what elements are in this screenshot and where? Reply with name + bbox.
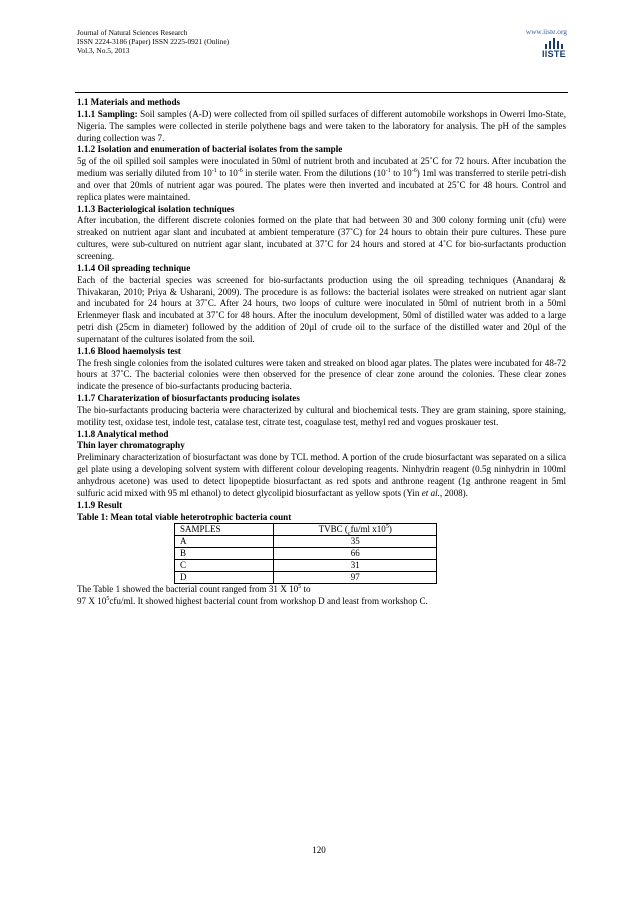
paragraph-text: in sterile water. From the dilutions (10 — [242, 168, 386, 179]
superscript: -1 — [211, 168, 217, 175]
table-cell: A — [175, 536, 274, 548]
paragraph-result-cont — [77, 596, 566, 608]
table-row — [175, 536, 437, 548]
journal-header — [77, 28, 229, 55]
paragraph-text: to 10 — [216, 168, 238, 179]
header-divider — [75, 92, 568, 93]
subsection-heading: 1.1.8 Analytical method — [77, 428, 169, 439]
journal-volume: Vol.3, No.5, 2013 — [77, 46, 130, 55]
article-body — [77, 97, 566, 608]
paragraph-text: 97 X 10 — [77, 596, 107, 607]
subsection-heading: 1.1.2 Isolation and enumeration of bacterial isolates from the sample — [77, 144, 343, 155]
paragraph-characterization: The bio-surfactants producing bacteria were characterized by cultural and biochemical tests. They are gram staining, spore staining, motility test, oxidase test, indole test, catalase test, citrate test, coagulase test, methyl red and vogues proskauer test. — [77, 404, 566, 427]
subsection-heading: Thin layer chromatography — [77, 440, 185, 451]
table-header-cell: SAMPLES — [175, 524, 274, 536]
table-row — [175, 560, 437, 572]
superscript: -6 — [411, 168, 417, 175]
table-cell: 97 — [274, 572, 437, 584]
paragraph-blood: The fresh single colonies from the isolated cultures were taken and streaked on blood agar plates. The plates were incubated for 48-72 hours at 37˚C. The bacterial colonies were then observed for the presence of clear zone around the colonies. These clear zones indicate the presence of bio-surfactants producing bacteria. — [77, 357, 566, 392]
section-heading: 1.1 Materials and methods — [77, 97, 181, 107]
paragraph-text: Preliminary characterization of biosurfactant was done by TCL method. A portion of the crude biosurfactant was separated on a silica gel plate using a developing solvent system with different colour developing reagents. Ninhydrin reagent (0.5g ninhydrin in 100ml anhydrous acetone) was used to detect lipopeptide biosurfactant as red spots and anthrone reagent (1g anthrone reagent in 5ml sulfuric acid mixed with 95 ml ethanol) to detect glycolipid biosurfactant as yellow spots (Yin — [77, 452, 566, 498]
journal-url-link[interactable]: www.iiste.org — [525, 27, 567, 36]
table-cell: 66 — [274, 548, 437, 560]
superscript: 5 — [106, 596, 110, 603]
table-cell: 35 — [274, 536, 437, 548]
subsection-heading: 1.1.4 Oil spreading technique — [77, 262, 191, 273]
superscript: 5 — [298, 584, 302, 591]
paragraph-text: to 10 — [390, 168, 412, 179]
paragraph-text: cfu/ml. It showed highest bacterial count from workshop D and least from workshop C. — [109, 596, 428, 607]
logo-text: IISTE — [541, 49, 566, 59]
paragraph-text: , 2008). — [439, 487, 468, 498]
table-header-cell: TVBC ($_cfu/ml$ $x10^5$) — [274, 524, 437, 536]
table-header-row — [175, 524, 437, 536]
table-cell: B — [175, 548, 274, 560]
paragraph-text: 5g of the oil spilled soil samples were inoculated in 50ml of nutrient broth and incubated at 25˚C for 72 hours. After incubation the medium was serially diluted from 10 — [77, 156, 566, 179]
paragraph-text: Soil samples (A-D) were collected from oil spilled surfaces of different automobile workshops in Owerri Imo-State, Nigeria. The samples were collected in sterile polythene bags and were taken to the laboratory for analysis. The pH of the samples during collection was 7. — [77, 108, 566, 143]
subsection-heading: 1.1.9 Result — [77, 499, 123, 510]
subsection-heading: 1.1.1 Sampling: — [77, 108, 138, 119]
table-cell: D — [175, 572, 274, 584]
paragraph-text: The Table 1 showed the bacterial count ranged from 31 X 10 — [77, 584, 299, 595]
paragraph-isolation — [77, 156, 566, 203]
table-cell: C — [175, 560, 274, 572]
table-row — [175, 548, 437, 560]
paragraph-tlc — [77, 452, 566, 499]
journal-name: Journal of Natural Sciences Research — [77, 28, 188, 37]
italic-text: et al. — [421, 487, 440, 498]
subsection-heading: 1.1.6 Blood haemolysis test — [77, 345, 181, 356]
page-number: 120 — [312, 845, 326, 855]
subsection-heading: 1.1.3 Bacteriological isolation techniques — [77, 203, 235, 214]
table-row — [175, 572, 437, 584]
paragraph-sampling — [77, 109, 566, 145]
subsection-heading: 1.1.7 Charaterization of biosurfactants producing isolates — [77, 393, 300, 404]
paragraph-oil-spreading: Each of the bacterial species was screened for bio-surfactants production using the oil spreading techniques (Anandaraj & Thivakaran, 2010; Priya & Usharani, 2009). The procedure is as follows: the bacterial isolates were streaked on nutrient agar slant and incubated for 24 hours at 37˚C. After 24 hours, two loops of culture were inoculated in 50ml of nutrient broth in a 50ml Erlenmeyer flask and incubated at 37˚C for 48 hours. After the inoculum development, 50ml of distilled water was added to a large petri dish (25cm in diameter) followed by the addition of 20µl of crude oil to the surface of the distilled water and 20µl of the supernatant of the cultures isolated from the soil. — [77, 274, 566, 344]
superscript: -6 — [237, 168, 243, 175]
journal-issn: ISSN 2224-3186 (Paper) ISSN 2225-0921 (Online) — [77, 37, 230, 46]
paragraph-result — [77, 584, 566, 596]
paragraph-text: to — [301, 584, 311, 595]
paragraph-text: ) 1ml was transferred to sterile petri-dish and over that 20mls of nutrient agar was poured. The plates were then inverted and incubated at 25˚C for 48 hours. Control and replica plates were maintained. — [77, 168, 567, 202]
superscript: -1 — [385, 168, 391, 175]
paragraph-bacteriological: After incubation, the different discrete colonies formed on the plate that had between 30 and 300 colony forming unit (cfu) were streaked on nutrient agar slant and incubated at ambient temperature (37˚C) for 24 hours to obtain their pure cultures. These pure cultures, were sub-cultured on nutrient agar slant, incubated at 37˚C for 24 hours and stored at 4˚C for bio-surfactants production screening. — [77, 215, 566, 261]
table-caption: Table 1: Mean total viable heterotrophic bacteria count — [77, 511, 292, 522]
iiste-logo — [540, 38, 568, 60]
table-cell: 31 — [274, 560, 437, 572]
bacteria-count-table — [174, 523, 437, 584]
